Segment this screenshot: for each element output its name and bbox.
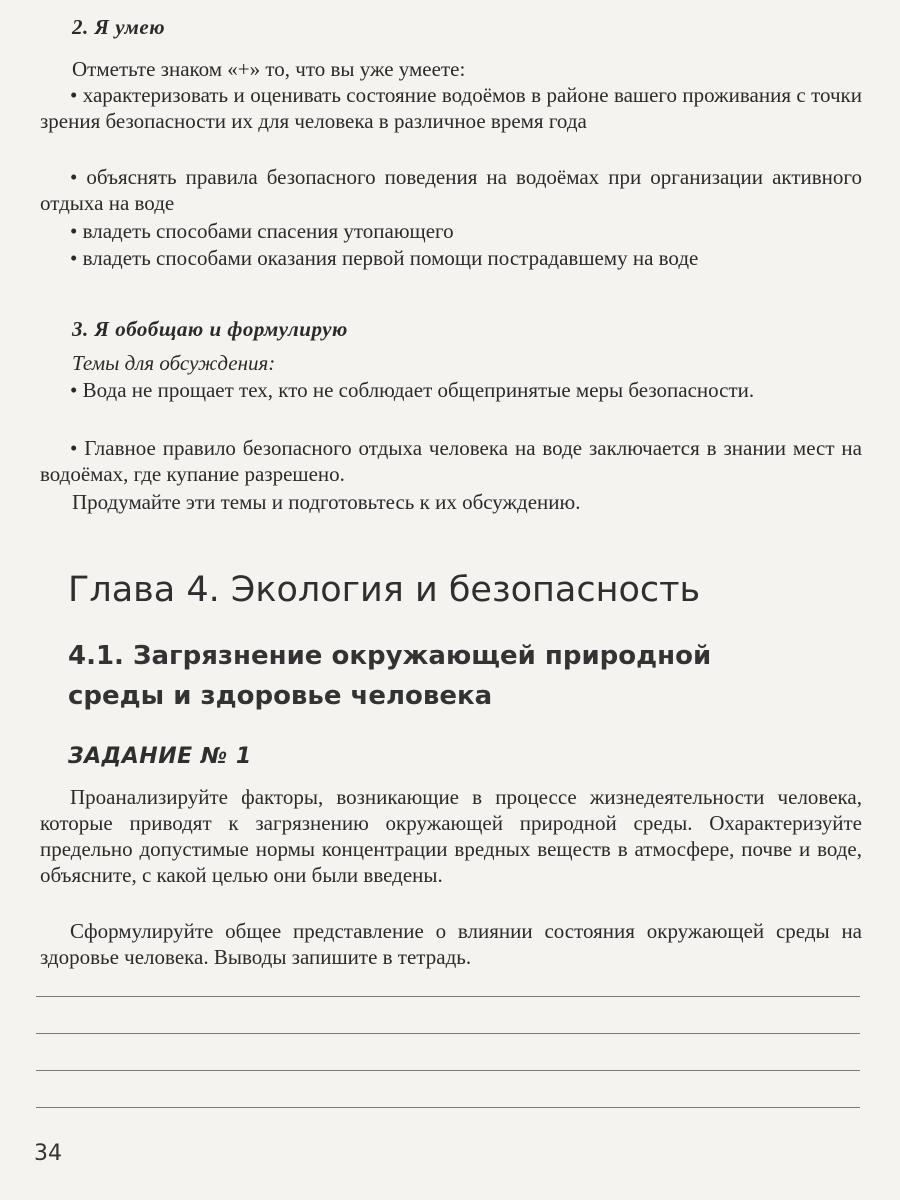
page-number: 34: [34, 1141, 62, 1166]
task-title: ЗАДАНИЕ № 1: [68, 744, 252, 769]
section-3-heading: 3. Я обобщаю и формулирую: [72, 317, 348, 341]
section-3-closing: Продумайте эти темы и подготовьтесь к их обсуждению.: [72, 490, 581, 514]
section-2-bullet: • владеть способами спасения утопающего: [40, 218, 862, 244]
task-paragraph: Сформулируйте общее представление о влиянии состояния окружающей среды на здоровье человека. Выводы запишите в тетрадь.: [40, 919, 862, 969]
section-2-bullet: • владеть способами оказания первой помощи пострадавшему на воде: [40, 245, 862, 271]
task-paragraph: Проанализируйте факторы, возникающие в процессе жизнедеятельности человека, которые приводят к загрязнению окружающей природной среды. Охарактеризуйте предельно допустимые нормы концентрации вредных веществ в атмосфере, почве и воде, объясните, с какой целью они были введены.: [40, 785, 862, 887]
chapter-title: Глава 4. Экология и безопасность: [68, 570, 701, 610]
answer-line: [36, 1033, 860, 1034]
section-2-bullet: • объяснять правила безопасного поведения на водоёмах при организации активного отдыха на воде: [40, 164, 862, 216]
section-2-bullet: • характеризовать и оценивать состояние водоёмов в районе вашего проживания с точки зрения безопасности их для человека в различное время года: [40, 82, 862, 134]
subchapter-title-line: среды и здоровье человека: [68, 681, 493, 711]
section-3-bullet: • Главное правило безопасного отдыха человека на воде заключается в знании мест на водоёмах, где купание разрешено.: [40, 435, 862, 487]
answer-line: [36, 996, 860, 997]
answer-line: [36, 1107, 860, 1108]
subchapter-title-line: 4.1. Загрязнение окружающей природной: [68, 641, 712, 671]
section-3-bullet: • Вода не прощает тех, кто не соблюдает общепринятые меры безопасности.: [40, 377, 862, 403]
topics-label: Темы для обсуждения:: [72, 351, 276, 375]
answer-line: [36, 1070, 860, 1071]
section-2-heading: 2. Я умею: [72, 15, 166, 39]
section-2-intro: Отметьте знаком «+» то, что вы уже умеете:: [72, 57, 466, 81]
answer-lines: [36, 996, 860, 1144]
subchapter-title: [68, 636, 711, 716]
